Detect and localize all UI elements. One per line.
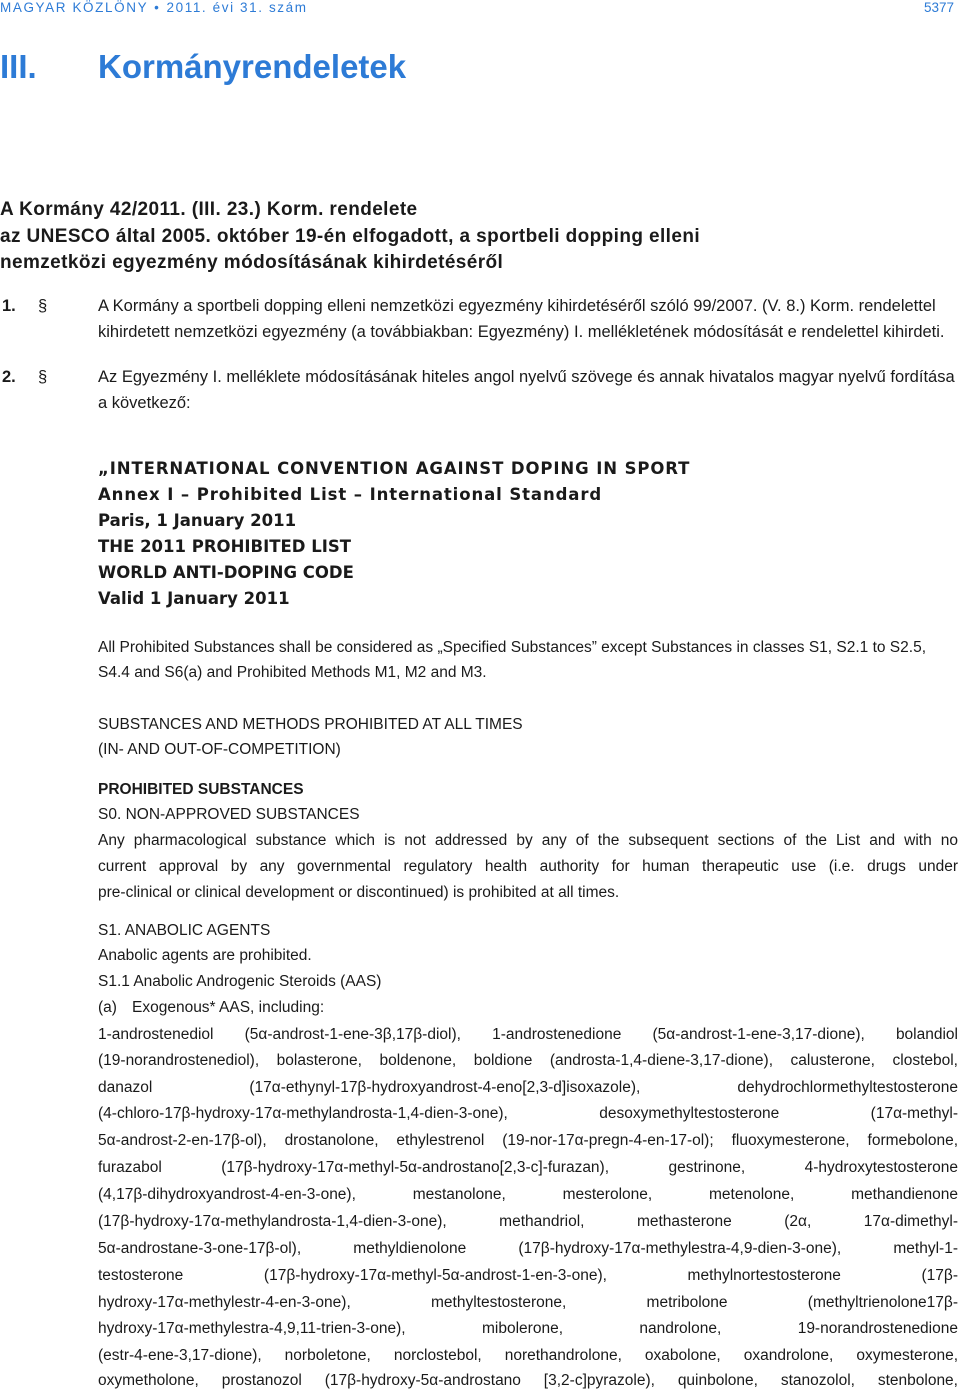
- prohibited-substances-heading: PROHIBITED SUBSTANCES: [98, 781, 304, 798]
- substance-list-line: (4-chloro-17β-hydroxy-17α-methylandrosta-1,4-dien-3-one), desoxymethyltestosterone (17α-methyl-: [98, 1105, 958, 1122]
- s0-heading: S0. NON-APPROVED SUBSTANCES: [98, 806, 360, 823]
- annex-list-title: Annex I – Prohibited List – International Standard: [98, 485, 603, 504]
- substance-list-line: hydroxy-17α-methylestra-4,9,11-trien-3-one), mibolerone, nandrolone, 19-norandrostenedione: [98, 1320, 958, 1337]
- annex-prohibited-list: THE 2011 PROHIBITED LIST: [98, 537, 351, 556]
- substance-list-line: oxymetholone, prostanozol (17β-hydroxy-5α-androstano [3,2-c]pyrazole), quinbolone, stanozolol, stenbolone,: [98, 1372, 958, 1389]
- s1-text: Anabolic agents are prohibited.: [98, 947, 312, 964]
- annex-convention-title: „INTERNATIONAL CONVENTION AGAINST DOPING IN SPORT: [98, 459, 691, 478]
- decree-title-line-1: A Kormány 42/2011. (III. 23.) Korm. rendelete: [0, 199, 418, 220]
- substance-list-line: (estr-4-ene-3,17-dione), norboletone, norclostebol, norethandrolone, oxabolone, oxandrolone, oxymesterone,: [98, 1347, 958, 1364]
- decree-title-line-2: az UNESCO által 2005. október 19-én elfogadott, a sportbeli dopping elleni: [0, 226, 700, 247]
- substance-list-line: testosterone (17β-hydroxy-17α-methyl-5α-androst-1-en-3-one), methylnortestosterone (17β-: [98, 1267, 958, 1284]
- annex-valid: Valid 1 January 2011: [98, 589, 290, 608]
- substance-list-line: hydroxy-17α-methylestr-4-en-3-one), methyltestosterone, metribolone (methyltrienolone17β-: [98, 1294, 958, 1311]
- substances-heading-line-2: (IN- AND OUT-OF-COMPETITION): [98, 741, 341, 758]
- section-2-text-line-1: Az Egyezmény I. melléklete módosításának hiteles angol nyelvű szövege és annak hivatalos magyar nyelvű fordítása: [98, 368, 955, 386]
- journal-name: MAGYAR KÖZLÖNY: [0, 0, 149, 15]
- s0-text-line-3: pre-clinical or clinical development or discontinued) is prohibited at all times.: [98, 884, 620, 901]
- specified-substances-line-2: S4.4 and S6(a) and Prohibited Methods M1, M2 and M3.: [98, 664, 487, 681]
- part-title: Kormányrendeletek: [98, 48, 407, 85]
- annex-code: WORLD ANTI-DOPING CODE: [98, 563, 354, 582]
- part-number: III.: [0, 48, 37, 85]
- s1-1-a-label: (a): [98, 999, 117, 1016]
- running-header: [0, 0, 308, 15]
- s1-heading: S1. ANABOLIC AGENTS: [98, 922, 271, 939]
- s1-1-a-text: Exogenous* AAS, including:: [132, 999, 325, 1016]
- bullet-separator: •: [154, 0, 161, 15]
- substance-list-line: (4,17β-dihydroxyandrost-4-en-3-one), mestanolone, mesterolone, metenolone, methandienone: [98, 1186, 958, 1203]
- section-1-number: 1.: [2, 297, 16, 315]
- section-sign: §: [38, 297, 48, 315]
- s0-text-line-2: current approval by any governmental regulatory health authority for human therapeutic use (i.e. drugs under: [98, 858, 958, 875]
- annex-date: Paris, 1 January 2011: [98, 511, 297, 530]
- substance-list-line: danazol (17α-ethynyl-17β-hydroxyandrost-4-eno[2,3-d]isoxazole), dehydrochlormethyltestosterone: [98, 1079, 958, 1096]
- section-sign: §: [38, 368, 48, 386]
- substance-list-line: 1-androstenediol (5α-androst-1-ene-3β,17β-diol), 1-androstenedione (5α-androst-1-ene-3,17-dione), bolandiol: [98, 1026, 958, 1043]
- substance-list-line: (19-norandrostenediol), bolasterone, boldenone, boldione (androsta-1,4-diene-3,17-dione), calusterone, clostebol,: [98, 1052, 958, 1069]
- section-1-text-line-2: kihirdetett nemzetközi egyezmény (a továbbiakban: Egyezmény) I. mellékletének módosítását e rendelettel kihirdeti.: [98, 323, 945, 341]
- s1-1-heading: S1.1 Anabolic Androgenic Steroids (AAS): [98, 973, 382, 990]
- section-2-number: 2.: [2, 368, 16, 386]
- substance-list-line: 5α-androst-2-en-17β-ol), drostanolone, ethylestrenol (19-nor-17α-pregn-4-en-17-ol); fluoxymesterone, formebolone,: [98, 1132, 958, 1149]
- page-number: 5377: [923, 0, 954, 15]
- substance-list-line: 5α-androstane-3-one-17β-ol), methyldienolone (17β-hydroxy-17α-methylestra-4,9-dien-3-one), methyl-1-: [98, 1240, 958, 1257]
- decree-title-line-3: nemzetközi egyezmény módosításának kihirdetéséről: [0, 252, 504, 273]
- section-2-text-line-2: a következő:: [98, 394, 191, 412]
- s0-text-line-1: Any pharmacological substance which is not addressed by any of the subsequent sections of the List and with no: [98, 832, 958, 849]
- specified-substances-line-1: All Prohibited Substances shall be considered as „Specified Substances” except Substances in classes S1, S2.1 to S2.5,: [98, 639, 927, 656]
- substance-list-line: furazabol (17β-hydroxy-17α-methyl-5α-androstano[2,3-c]-furazan), gestrinone, 4-hydroxytestosterone: [98, 1159, 958, 1176]
- issue-info: 2011. évi 31. szám: [166, 0, 308, 15]
- substance-list-line: (17β-hydroxy-17α-methylandrosta-1,4-dien-3-one), methandriol, methasterone (2α, 17α-dimethyl-: [98, 1213, 958, 1230]
- section-1-text-line-1: A Kormány a sportbeli dopping elleni nemzetközi egyezmény kihirdetéséről szóló 99/2007. (V. 8.) Korm. rendelettel: [98, 297, 936, 315]
- substances-heading-line-1: SUBSTANCES AND METHODS PROHIBITED AT ALL TIMES: [98, 716, 523, 733]
